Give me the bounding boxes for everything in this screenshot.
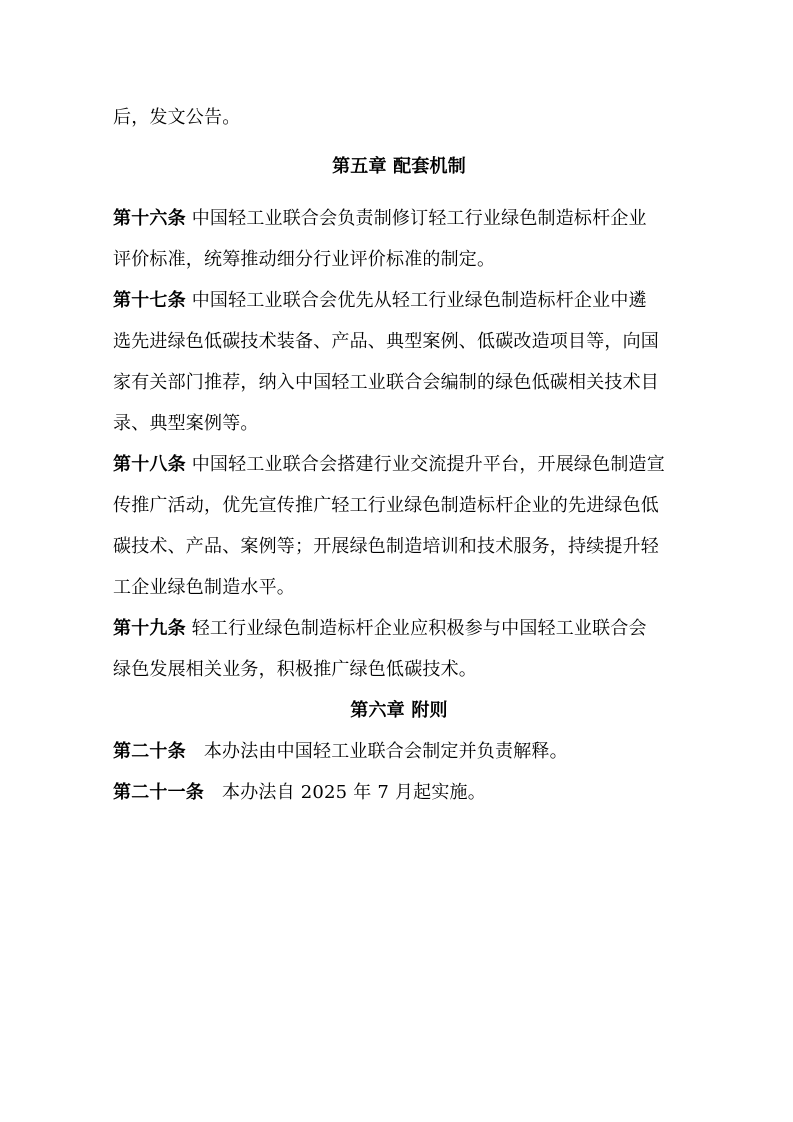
text-line: 家有关部门推荐，纳入中国轻工业联合会编制的绿色低碳相关技术目	[113, 372, 659, 393]
article-label: 第十八条	[113, 454, 186, 475]
article-text: 轻工行业绿色制造标杆企业应积极参与中国轻工业联合会	[185, 618, 647, 639]
article-20	[113, 731, 685, 772]
text-line: 传推广活动，优先宣传推广轻工行业绿色制造标杆企业的先进绿色低	[113, 495, 659, 516]
chapter-heading-5: 第五章 配套机制	[332, 156, 466, 177]
article-text: 中国轻工业联合会搭建行业交流提升平台，开展绿色制造宣	[185, 454, 665, 475]
text-line: 碳技术、产品、案例等；开展绿色制造培训和技术服务，持续提升轻	[113, 536, 659, 557]
article-label: 第二十一条	[113, 782, 204, 803]
article-text: 中国轻工业联合会负责制修订轻工行业绿色制造标杆企业	[185, 208, 647, 229]
text-line: 选先进绿色低碳技术装备、产品、典型案例、低碳改造项目等，向国	[113, 331, 659, 352]
article-text: 本办法自 2025 年 7 月起实施。	[222, 782, 486, 803]
article-label: 第十六条	[113, 208, 186, 229]
text-line: 工企业绿色制造水平。	[113, 577, 295, 598]
article-label: 第二十条	[113, 741, 186, 762]
article-label: 第十九条	[113, 618, 186, 639]
text-line: 绿色发展相关业务，积极推广绿色低碳技术。	[113, 659, 477, 680]
article-17	[113, 280, 685, 321]
article-21	[113, 772, 685, 813]
text-line: 录、典型案例等。	[113, 413, 259, 434]
article-text: 本办法由中国轻工业联合会制定并负责解释。	[203, 741, 568, 762]
text-line: 评价标准，统筹推动细分行业评价标准的制定。	[113, 249, 496, 270]
document-page	[113, 97, 685, 813]
text-line: 后，发文公告。	[113, 107, 241, 128]
article-16	[113, 198, 685, 239]
article-19	[113, 608, 685, 649]
article-label: 第十七条	[113, 290, 186, 311]
chapter-heading-6: 第六章 附则	[350, 700, 448, 721]
article-18	[113, 444, 685, 485]
article-text: 中国轻工业联合会优先从轻工行业绿色制造标杆企业中遴	[185, 290, 647, 311]
